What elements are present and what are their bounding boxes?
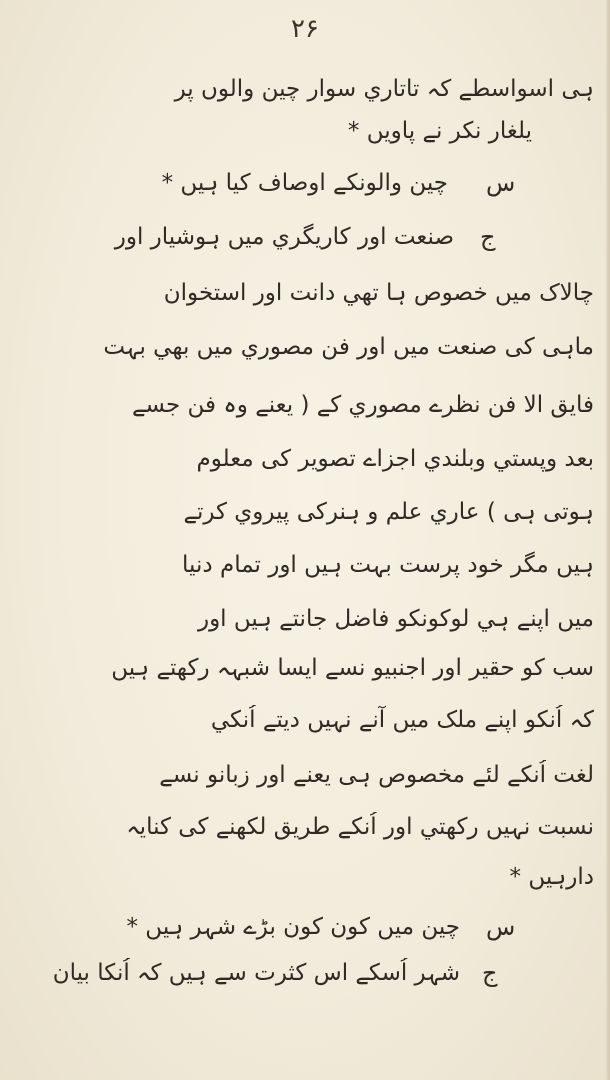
text-line-16: دارہیں * (509, 864, 594, 890)
text-line-12: سب کو حقیر اور اجنبیو نسے ایسا شبہہ رکھتے ہیں (111, 655, 594, 681)
text-line-6: ماہی کی صنعت میں اور فن مصوري میں بھي بہت (103, 334, 594, 360)
text-line-1: ہی اسواسطے کہ تاتاري سوار چین والوں پر (174, 76, 594, 102)
text-line-18: شہر اُسکے اس کثرت سے ہیں کہ اُنکا بیان (52, 960, 460, 986)
text-line-11: میں اپنے ہي لوکونکو فاضل جانتے ہیں اور (197, 606, 594, 632)
answer-marker-1: ج (480, 223, 496, 251)
text-line-2: یلغار نکر نے پاویں * (347, 118, 532, 144)
text-line-15: نسبت نہیں رکھتي اور اُنکے طریق لکھنے کی کنایہ (126, 814, 594, 840)
page-edge (606, 0, 610, 1080)
question-marker-1: س (486, 169, 516, 197)
text-line-10: ہیں مگر خود پرست بہت ہیں اور تمام دنیا (182, 552, 594, 578)
question-marker-2: س (486, 913, 516, 941)
text-line-3: چین والونکے اوصاف کیا ہیں * (161, 170, 448, 196)
text-line-14: لغت اُنکے لئے مخصوص ہی یعنے اور زبانو نسے (159, 762, 594, 788)
text-line-4: صنعت اور کاریگري میں ہوشیار اور (114, 224, 454, 250)
text-line-5: چالاک میں خصوص ہا تھي دانت اور استخوان (163, 280, 594, 306)
answer-marker-2: ج (482, 959, 498, 987)
text-line-8: بعد وپستي وبلندي اجزاے تصویر کی معلوم (196, 446, 594, 472)
page-number: ۲۶ (291, 14, 319, 44)
text-line-9: ہوتی ہی ) عاري علم و ہنرکی پیروي کرتے (183, 499, 594, 525)
text-line-13: کہ اُنکو اپنے ملک میں آنے نہیں دیتے اُنکي (210, 707, 594, 733)
text-line-17: چین میں کون کون بڑے شہر ہیں * (126, 914, 460, 940)
text-line-7: فایق الا فن نظرے مصوري کے ( یعنے وہ فن جسے (131, 392, 594, 418)
